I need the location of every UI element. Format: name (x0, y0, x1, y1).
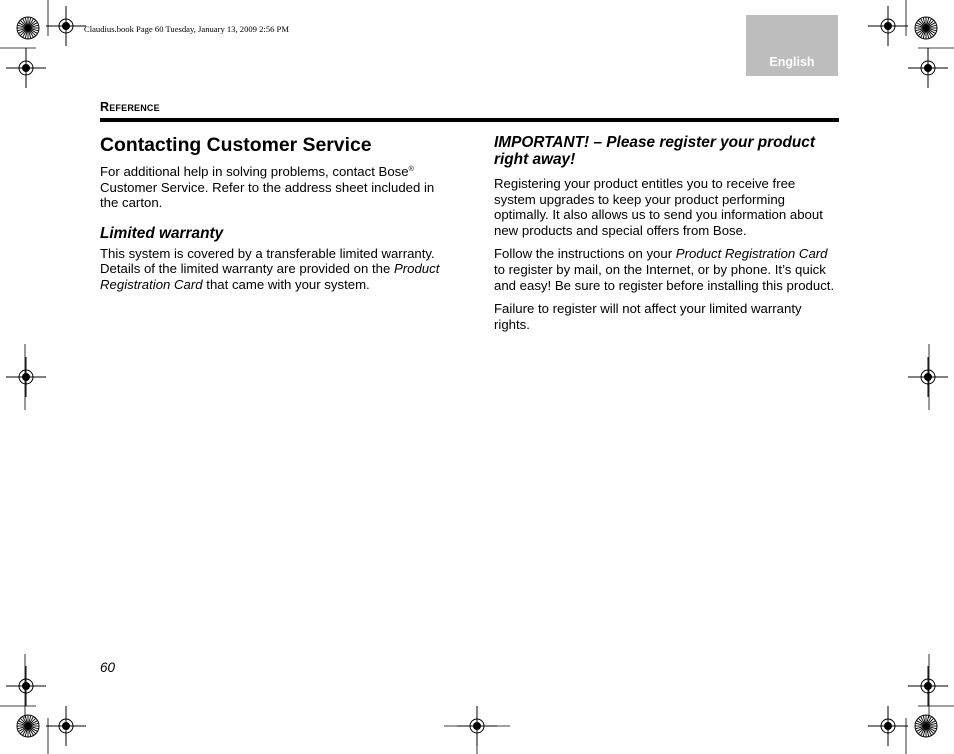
target-left-top-dot (23, 65, 30, 72)
target-right-top-dot (925, 65, 932, 72)
target-bottom-left-dot (63, 723, 70, 730)
target-left-bottom-dot (23, 683, 30, 690)
warranty-heading: Limited warranty (100, 224, 224, 242)
target-right-middle-dot (925, 374, 932, 381)
page-title: Contacting Customer Service (100, 134, 372, 156)
intro-paragraph: For additional help in solving problems, contact Bose® Customer Service. Refer to the address sheet included in the carton. (100, 164, 435, 211)
left-column (100, 134, 455, 301)
target-top-right-dot (885, 23, 892, 30)
right-column (494, 135, 839, 340)
warranty-paragraph: This system is covered by a transferable limited warranty. Details of the limited warranty are provided on the Product Registration Card that came with your system. (100, 245, 440, 292)
page-number: 60 (100, 660, 116, 675)
target-right-bottom-dot (925, 683, 932, 690)
registered-mark: ® (408, 166, 414, 173)
language-tab-label: English (769, 55, 815, 69)
register-paragraph-3: Failure to register will not affect your limited warranty rights. (494, 301, 802, 332)
section-rule (100, 118, 839, 122)
section-label: Reference (100, 100, 160, 114)
print-header: Claudius.book Page 60 Tuesday, January 13, 2009 2:56 PM (84, 24, 289, 34)
target-top-left-dot (63, 23, 70, 30)
target-bottom-right-dot (885, 723, 892, 730)
register-paragraph-1: Registering your product entitles you to receive free system upgrades to keep your product performing optimally. It also allows us to send you information about new products and special offers from Bose. (494, 176, 823, 238)
target-left-middle-dot (23, 374, 30, 381)
language-tab (746, 15, 838, 76)
register-heading: IMPORTANT! – Please register your product right away! (494, 134, 815, 168)
register-paragraph-2: Follow the instructions on your Product Registration Card to register by mail, on the Internet, or by phone. It’s quick and easy! Be sure to register before installing this product. (494, 246, 835, 293)
